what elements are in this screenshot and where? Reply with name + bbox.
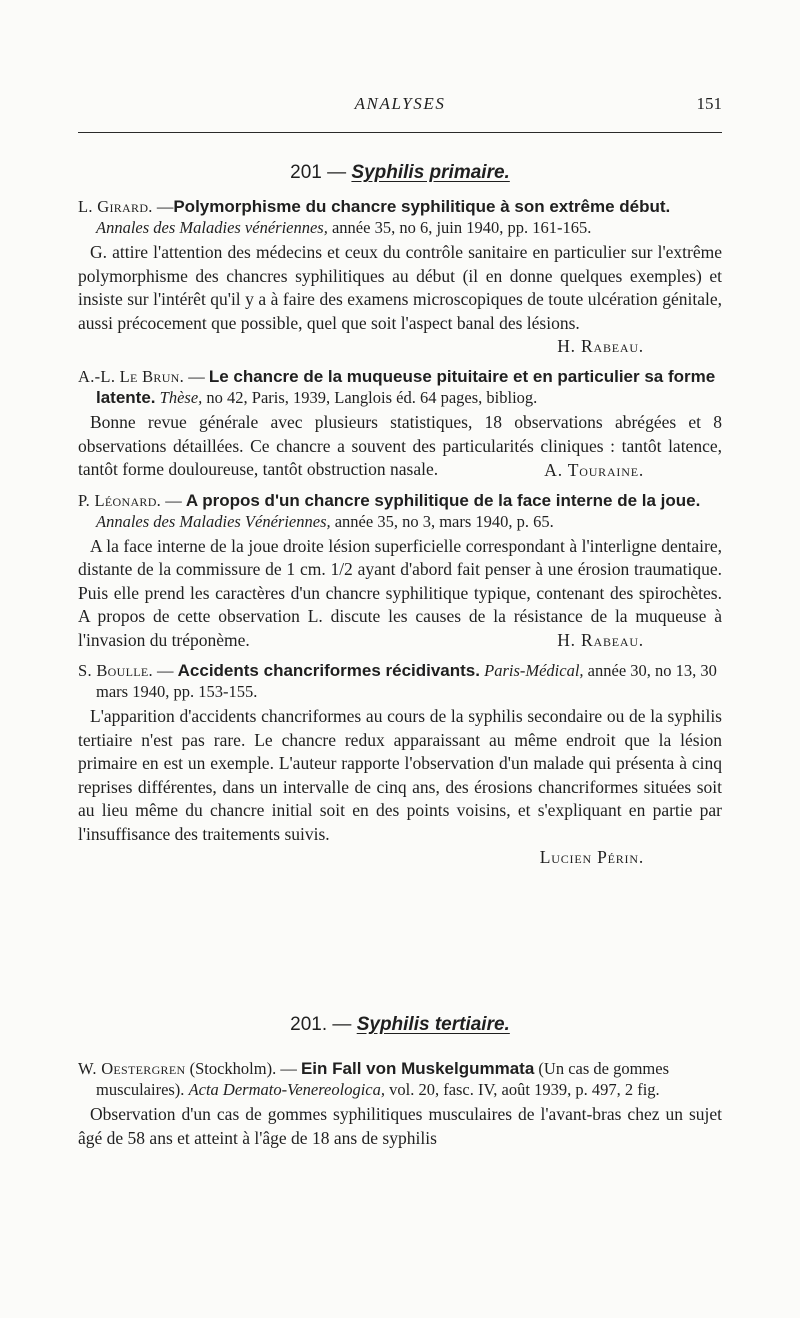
journal-name: Paris-Médical, <box>484 661 584 680</box>
running-title: ANALYSES <box>354 94 446 113</box>
article-title: Le chancre de la muqueuse pituitaire et en particulier sa forme latente. <box>96 367 716 407</box>
article-title: A propos d'un chancre syphilitique de la face interne de la joue. <box>185 490 701 510</box>
citation <box>78 196 722 238</box>
journal-name: Thèse, <box>159 388 203 407</box>
citation-dash: — <box>188 367 205 386</box>
reviewer-signature: H. Rabeau. <box>557 336 644 356</box>
journal-name: Annales des Maladies vénériennes, <box>96 218 328 237</box>
page-number: 151 <box>696 94 722 113</box>
abstract-text: A la face interne de la joue droite lésion superficielle correspondant à l'interligne dentaire, distante de la commissure de 1 cm. 1/2 ayant d'abord fait penser à une érosion traumatique. Puis elle prend les caractères d'un chancre syphilitique typique, contenant des spirochètes. A propos de cette observation L. discute les causes de la résistance de la muqueuse à l'invasion du tréponème. <box>78 535 722 650</box>
citation-details: année 30, no 13, 30 mars 1940, pp. 153-155. <box>96 661 717 701</box>
article-title: Accidents chancriformes récidivants. <box>177 661 480 680</box>
abstract-entry <box>78 196 722 358</box>
citation <box>78 1058 722 1100</box>
author: P. Léonard. <box>78 490 162 510</box>
author: S. Boulle. <box>78 661 153 680</box>
abstract-text: Bonne revue générale avec plusieurs statistiques, 18 observations abrégées et 8 observations détaillées. Ce chancre a souvent des particularités cliniques : tantôt latence, tantôt forme douloureuse, tantôt obstruction nasale. <box>78 412 722 479</box>
citation <box>78 366 722 408</box>
abstract-text: L'apparition d'accidents chancriformes au cours de la syphilis secondaire ou de la syphilis tertiaire n'est pas rare. Le chancre redux apparaissant au même endroit que la lésion primaire en est un exemple. L'auteur rapporte l'observation d'un malade qui présenta à cinq reprises différentes, dans un intervalle de cinq ans, des érosions chancriformes situées soit au lieu même du chancre initial soit en des points voisins, et s'expliquant en partie par l'insuffisance des traitements suivis. <box>78 706 722 844</box>
section-dash: — <box>332 1014 352 1035</box>
abstract-entry <box>78 366 722 482</box>
running-head <box>78 94 722 118</box>
article-title: Polymorphisme du chancre syphilitique à son extrême début. <box>173 197 671 216</box>
section-tertiaire-entries <box>78 1058 722 1150</box>
section-heading-primaire <box>78 162 722 184</box>
abstract-text: Observation d'un cas de gommes syphilitiques musculaires de l'avant-bras chez un sujet âgé de 58 ans et atteint à l'âge de 18 ans de syphilis <box>78 1104 722 1148</box>
citation <box>78 490 722 532</box>
abstract-entry <box>78 490 722 653</box>
citation-dash: — <box>157 661 174 680</box>
abstract-text: G. attire l'attention des médecins et ceux du contrôle sanitaire en particulier sur l'extrême polymorphisme des chancres syphilitiques au début (il en donne quelques exemples) et insiste sur l'intérêt qu'il y a à faire des examens microscopiques de toute ulcération génitale, aussi précocement que possible, quel que soit l'aspect banal des lésions. <box>78 242 722 333</box>
author: A.-L. Le Brun. <box>78 367 185 386</box>
section-number: 201 <box>290 162 322 183</box>
citation-dash: — <box>156 197 174 216</box>
citation-details: vol. 20, fasc. IV, août 1939, p. 497, 2 fig. <box>389 1080 660 1099</box>
reviewer-signature: Lucien Périn. <box>539 847 644 867</box>
citation-prefix: (Stockholm). — <box>189 1059 297 1078</box>
header-rule <box>78 132 722 133</box>
abstract-entry <box>78 660 722 869</box>
author: L. Girard. <box>78 197 153 216</box>
citation <box>78 660 722 702</box>
section-primaire-entries <box>78 196 722 869</box>
abstract-entry <box>78 1058 722 1150</box>
article-title: Ein Fall von Muskelgummata <box>300 1059 535 1078</box>
citation-details: année 35, no 6, juin 1940, pp. 161-165. <box>331 218 592 237</box>
journal-name: Annales des Maladies Vénériennes, <box>96 511 331 531</box>
section-title: Syphilis primaire. <box>351 162 510 183</box>
section-title: Syphilis tertiaire. <box>356 1014 510 1035</box>
citation-details: no 42, Paris, 1939, Langlois éd. 64 pages, bibliog. <box>206 388 538 407</box>
section-dash: — <box>327 162 347 183</box>
reviewer-signature: H. Rabeau. <box>557 630 644 650</box>
citation-dash: — <box>165 490 182 510</box>
citation-translation: (Un cas de gommes musculaires). <box>96 1059 670 1099</box>
reviewer-signature: A. Touraine. <box>544 459 644 480</box>
section-number: 201. <box>290 1014 328 1035</box>
journal-name: Acta Dermato-Venereologica, <box>188 1080 385 1099</box>
citation-details: année 35, no 3, mars 1940, p. 65. <box>334 511 554 531</box>
section-heading-tertiaire <box>78 1014 722 1036</box>
author: W. Oestergren <box>78 1059 186 1078</box>
